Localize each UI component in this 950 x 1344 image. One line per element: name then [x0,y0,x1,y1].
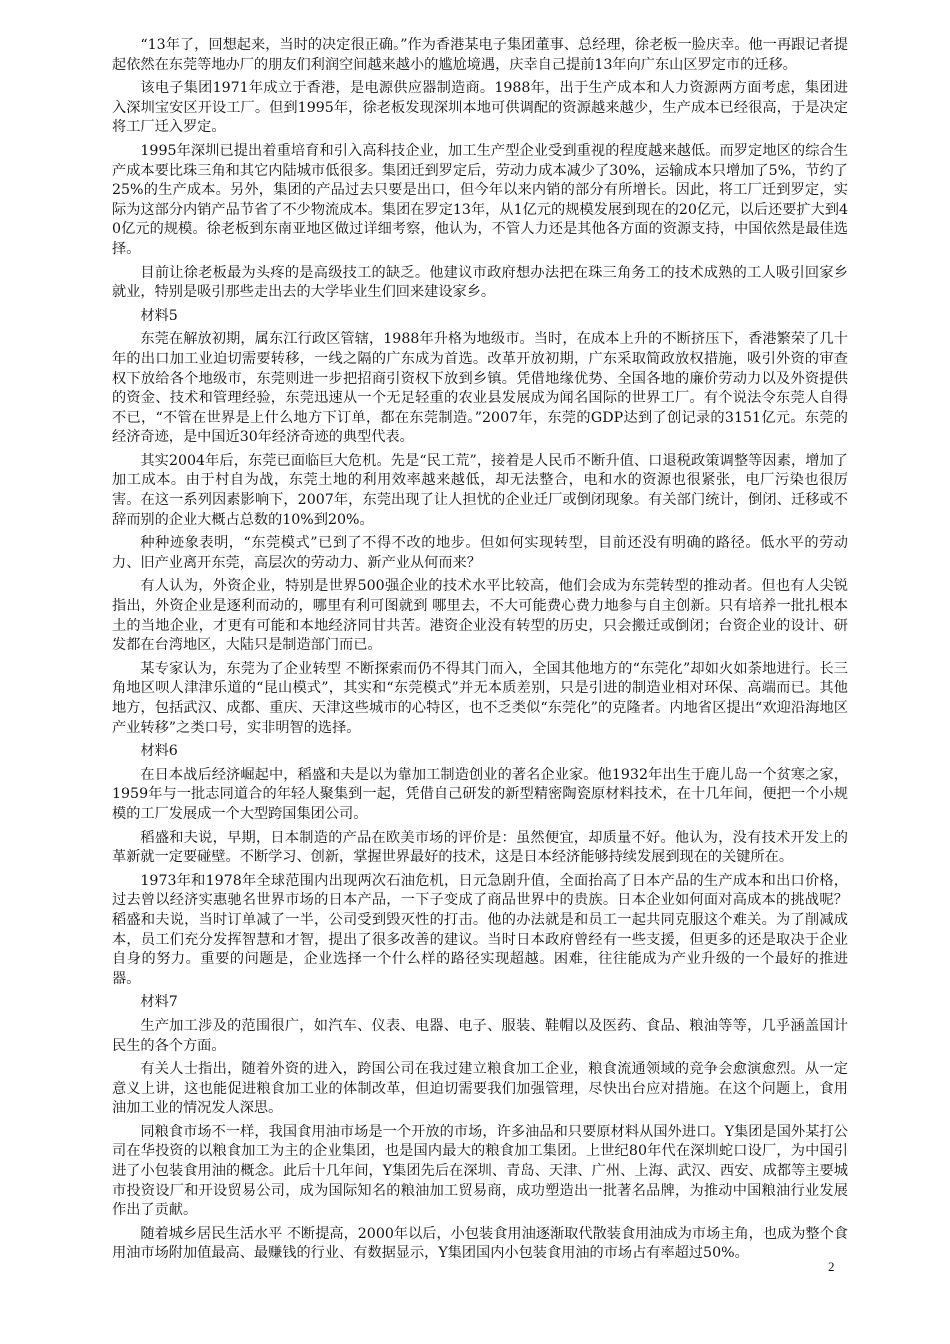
paragraph: 有关人士指出，随着外资的进入，跨国公司在我过建立粮食加工企业，粮食流通领域的竞争会愈演愈烈。从一定意义上讲，这也能促进粮食加工业的体制改革，但迫切需要我们加强管理，尽快出台应对措施。在这个问题上，食用油加工业的情况发人深思。 [112,1061,848,1117]
paragraph: 稻盛和夫说，早期，日本制造的产品在欧美市场的评价是：虽然便宜，却质量不好。他认为，没有技术开发上的革新就一定要碰壁。不断学习、创新，掌握世界最好的技术，这是日本经济能够持续发展到现在的关键所在。 [112,829,848,866]
paragraph: 同粮食市场不一样，我国食用油市场是一个开放的市场，许多油品和只要原材料从国外进口。Y集团是国外某打公司在华投资的以粮食加工为主的企业集团，也是国内最大的粮食加工集团。上世纪80年代在深圳蛇口设厂，为中国引进了小包装食用油的概念。此后十几年间，Y集团先后在深圳、青岛、天津、广州、上海、武汉、西安、成都等主要城市投资设厂和开设贸易公司，成为国际知名的粮油加工贸易商，成功塑造出一批著名品牌，为推动中国粮油行业发展作出了贡献。 [112,1123,848,1219]
paragraph: 该电子集团1971年成立于香港，是电源供应器制造商。1988年，出于生产成本和人力资源两方面考虑，集团进入深圳宝安区开设工厂。但到1995年，徐老板发现深圳本地可供调配的资源越来越少，生产成本已经很高，于是决定将工厂迁入罗定。 [112,80,848,136]
paragraph: 1995年深圳已提出着重培育和引入高科技企业，加工生产型企业受到重视的程度越来越低。而罗定地区的综合生产成本要比珠三角和其它内陆城市低很多。集团迁到罗定后，劳动力成本减少了30%，运输成本只增加了5%，节约了25%的生产成本。另外，集团的产品过去只要是出口，但今年以来内销的部分有所增长。因此，将工厂迁到罗定，实际为这部分内销产品节省了不少物流成本。集团在罗定13年，从1亿元的规模发展到现在的20亿元，以后还要扩大到40亿元的规模。徐老板到东南亚地区做过详细考察，他认为，不管人力还是其他各方面的资源支持，中国依然是最佳选择。 [112,142,848,257]
paragraph: 东莞在解放初期，属东江行政区管辖，1988年升格为地级市。当时，在成本上升的不断挤压下，香港繁荣了几十年的出口加工业迫切需要转移，一线之隔的广东成为首选。改革开放初期，广东采取简政放权措施，吸引外资的审查权下放给各个地级市，东莞则进一步把招商引资权下放到乡镇。凭借地缘优势、全国各地的廉价劳动力以及外资提供的资金、技术和管理经验，东莞迅速从一个无足轻重的农业县发展成为闻名国际的世界工厂。有个说法令东莞人自得不已，“不管在世界是上什么地方下订单，都在东莞制造。”2007年，东莞的GDP达到了创记录的3151亿元。东莞的经济奇迹，是中国近30年经济奇迹的典型代表。 [112,331,848,446]
paragraph: 有人认为，外资企业，特别是世界500强企业的技术水平比较高，他们会成为东莞转型的推动者。但也有人尖锐指出，外资企业是逐利而动的，哪里有利可图就到 哪里去，不大可能费心费力地参与自主创新。只有培养一批扎根本土的当地企业，才更有可能和本地经济同甘共苦。港资企业没有转型的历史，只会搬迁或倒闭；台资企业的设计、研发都在台湾地区，大陆只是制造部门而已。 [112,578,848,654]
material-heading: 材料7 [140,994,178,1011]
paragraph: 生产加工涉及的范围很广，如汽车、仪表、电器、电子、服装、鞋帽以及医药、食品、粮油等等，几乎涵盖国计民生的各个方面。 [112,1017,848,1054]
paragraph: 1973年和1978年全球范围内出现两次石油危机，日元急剧升值，全面抬高了日本产品的生产成本和出口价格，过去曾以经济实惠驰名世界市场的日本产品，一下子变成了商品世界中的贵族。日本企业如何面对高成本的挑战呢？稻盛和夫说，当时订单减了一半，公司受到毁灭性的打击。他的办法就是和员工一起共同克服这个难关。为了削减成本，员工们充分发挥智慧和才智，提出了很多改善的建议。当时日本政府曾经有一些支援，但更多的还是取决于企业自身的努力。重要的问题是，企业选择一个什么样的路径实现超越。困难，往往能成为产业升级的一个最好的推进器。 [112,872,848,987]
document-page [112,36,848,1268]
material-heading: 材料5 [140,307,178,324]
page-number: 2 [828,1259,835,1274]
material-heading: 材料6 [140,743,178,760]
paragraph: 在日本战后经济崛起中，稻盛和夫是以为靠加工制造创业的著名企业家。他1932年出生于鹿儿岛一个贫寒之家，1959年与一批志同道合的年轻人聚集到一起，凭借自己研发的新型精密陶瓷原材料技术，在十几年间，便把一个小规模的工厂发展成一个大型跨国集团公司。 [112,766,848,822]
paragraph: 目前让徐老板最为头疼的是高级技工的缺乏。他建议市政府想办法把在珠三角务工的技术成熟的工人吸引回家乡就业，特别是吸引那些走出去的大学毕业生们回来建设家乡。 [112,264,848,301]
paragraph: 种种迹象表明，“东莞模式”已到了不得不改的地步。但如何实现转型，目前还没有明确的路径。低水平的劳动力、旧产业离开东莞，高层次的劳动力、新产业从何而来？ [112,535,848,571]
paragraph: “13年了，回想起来，当时的决定很正确。”作为香港某电子集团董事、总经理，徐老板一脸庆幸。他一再跟记者提起依然在东莞等地办厂的朋友们利润空间越来越小的尴尬境遇，庆幸自己提前13年向广东山区罗定市的迁移。 [112,37,848,73]
paragraph: 某专家认为，东莞为了企业转型 不断探索而仍不得其门而入，全国其他地方的“东莞化”却如火如荼地进行。长三角地区呗人津津乐道的“昆山模式”，其实和“东莞模式”并无本质差别，只是引进的制造业相对环保、高端而已。其他地方，包括武汉、成都、重庆、天津这些城市的心特区，也不乏类似“东莞化”的克隆者。内地省区提出“欢迎沿海地区产业转移”之类口号，实非明智的选择。 [112,660,848,736]
paragraph: 随着城乡居民生活水平 不断提高，2000年以后，小包装食用油逐渐取代散装食用油成为市场主角，也成为整个食用油市场附加值最高、最赚钱的行业、有数据显示，Y集团国内小包装食用油的市场占有率超过50%。 [112,1225,848,1262]
paragraph: 其实2004年后，东莞已面临巨大危机。先是“民工荒”，接着是人民币不断升值、口退税政策调整等因素，增加了加工成本。由于村自为战，东莞土地的利用效率越来越低，却无法整合，电和水的资源也很紧张，电厂污染也很厉害。在这一系列因素影响下，2007年，东莞出现了让人担忧的企业迁厂或倒闭现象。有关部门统计，倒闭、迁移或不辞而别的企业大概占总数的10%到20%。 [112,452,848,528]
